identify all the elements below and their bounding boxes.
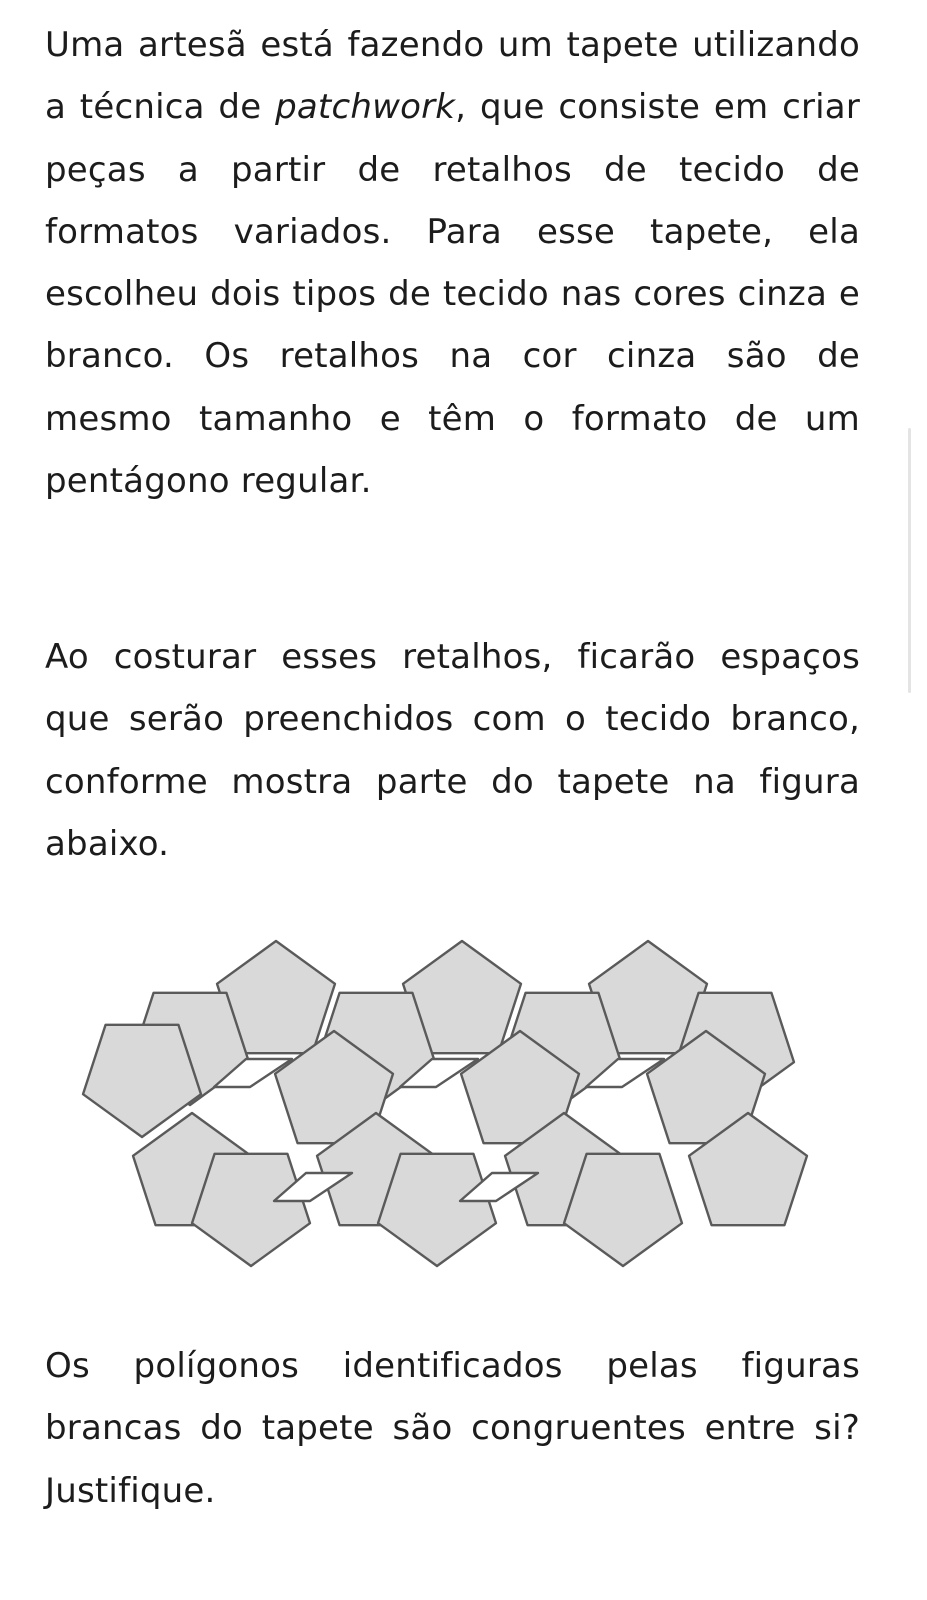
intro-paragraph: [45, 14, 860, 512]
intro-text-end: , que consiste em criar peças a partir de retalhos de tecido de formatos variados. Para esse tapete, ela escolheu dois tipos de tecido nas cores cinza e branco. Os retalhos na cor cinza são de mesmo tamanho e têm o formato de um pentágono regular.: [45, 87, 861, 502]
patchwork-term: patchwork: [275, 87, 456, 128]
question-paragraph: Os polígonos identificados pelas figuras brancas do tapete são congruentes entre si? Justifique.: [45, 1346, 860, 1511]
patchwork-rug-diagram: [80, 925, 820, 1325]
scrollbar-track[interactable]: [908, 428, 911, 693]
gray-pentagon-16: [192, 1154, 310, 1266]
intro-text-start: Uma artesã está fazendo um tapete utilizando a técnica de: [45, 25, 860, 128]
figure-context-paragraph: Ao costurar esses retalhos, ficarão espaços que serão preenchidos com o tecido branco, conforme mostra parte do tapete na figura abaixo.: [45, 637, 860, 864]
patchwork-figure: [80, 925, 820, 1325]
gray-pentagon-18: [564, 1154, 682, 1266]
gray-pentagon-17: [378, 1154, 496, 1266]
